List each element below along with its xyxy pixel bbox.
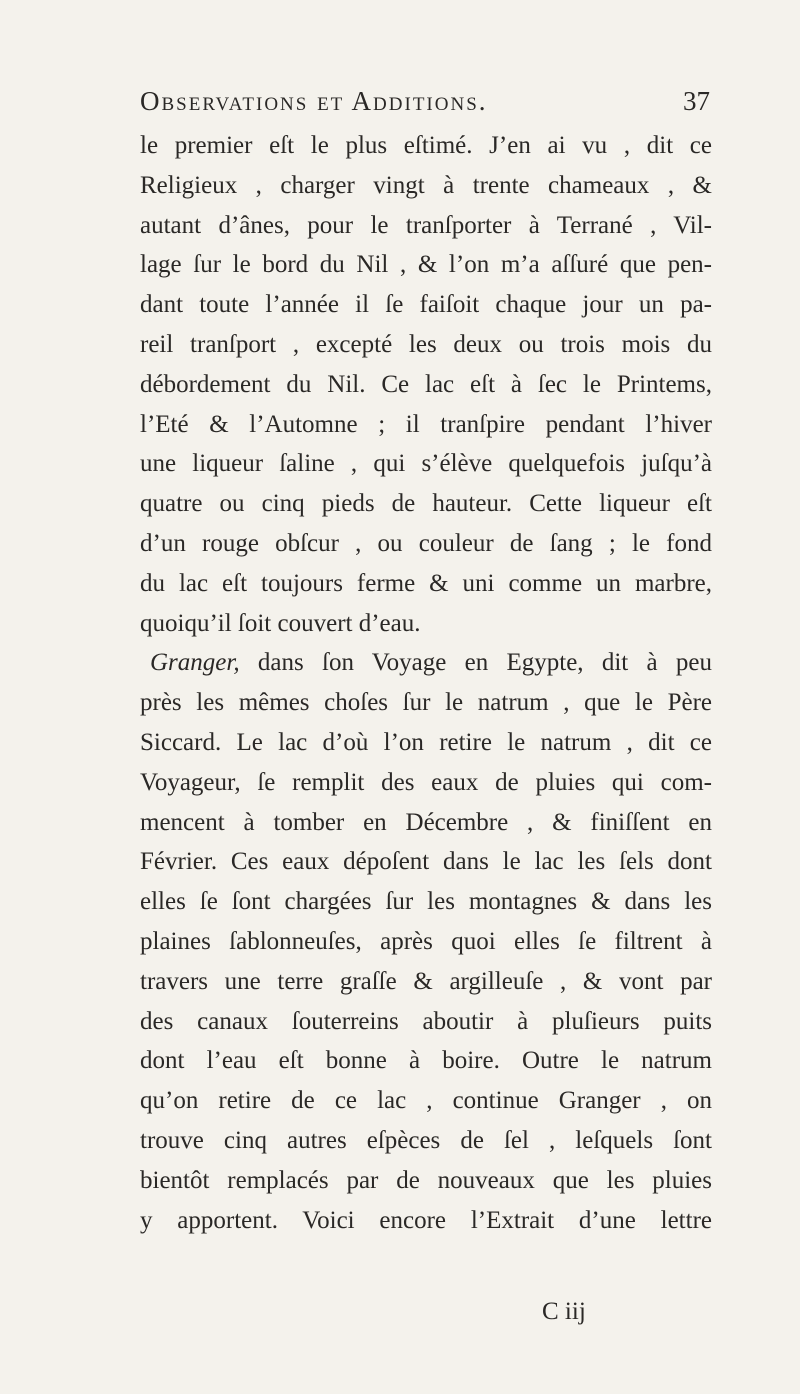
text-line: le premier eſt le plus eſtimé. J’en ai vu , dit ce [140,132,712,159]
text-line: Voyageur, ſe remplit des eaux de pluies qui com- [140,768,712,796]
text-line: Religieux , charger vingt à trente chameaux , & [140,171,712,199]
text-line: dont l’eau eſt bonne à boire. Outre le natrum [140,1047,712,1075]
text-line: près les mêmes choſes ſur le natrum , que le Père [140,689,712,717]
text-line: d’un rouge obſcur , ou couleur de ſang ; le fond [140,529,712,557]
running-head-title: Observations et Additions. [140,86,488,116]
page-number: 37 [683,86,710,116]
text-line: dant toute l’année il ſe faiſoit chaque jour un pa- [140,291,712,319]
text-line: elles ſe ſont chargées ſur les montagnes & dans les [140,888,712,916]
text-line: quoiqu’il ſoit couvert d’eau. [140,609,421,637]
body-text [140,126,712,1240]
text-line: l’Eté & l’Automne ; il tranſpire pendant l’hiver [140,410,712,438]
text-line: du lac eſt toujours ferme & uni comme un marbre, [140,569,712,597]
text-line: des canaux ſouterreins aboutir à pluſieurs puits [140,1007,712,1035]
text-line: plaines ſablonneuſes, après quoi elles ſe filtrent à [140,927,712,955]
running-head [140,86,710,122]
text-line: y apportent. Voici encore l’Extrait d’une lettre [140,1206,712,1234]
text-line: quatre ou cinq pieds de hauteur. Cette liqueur eſt [140,490,712,518]
text-line: mencent à tomber en Décembre , & finiſſent en [140,808,712,836]
text-line: bientôt remplacés par de nouveaux que les pluies [140,1166,712,1194]
text-line: travers une terre graſſe & argilleuſe , & vont par [140,967,712,995]
author-name: Granger, [150,649,240,677]
text-line: une liqueur ſaline , qui s’élève quelquefois juſqu’à [140,450,712,478]
text-line: lage ſur le bord du Nil , & l’on m’a aſſuré que pen- [140,251,712,279]
text-line-paragraph-start: Granger, dans ſon Voyage en Egypte, dit à peu [150,649,712,677]
signature-mark: C iij [542,1298,586,1325]
text-line: autant d’ânes, pour le tranſporter à Terrané , Vil- [140,211,712,239]
text-line: trouve cinq autres eſpèces de ſel , leſquels ſont [140,1126,712,1154]
text-line: débordement du Nil. Ce lac eſt à ſec le Printems, [140,370,712,398]
text-line: reil tranſport , excepté les deux ou trois mois du [140,330,712,358]
text-line: Siccard. Le lac d’où l’on retire le natrum , dit ce [140,728,712,756]
text-line: Février. Ces eaux dépoſent dans le lac les ſels dont [140,848,712,876]
text-line: qu’on retire de ce lac , continue Granger , on [140,1087,712,1115]
